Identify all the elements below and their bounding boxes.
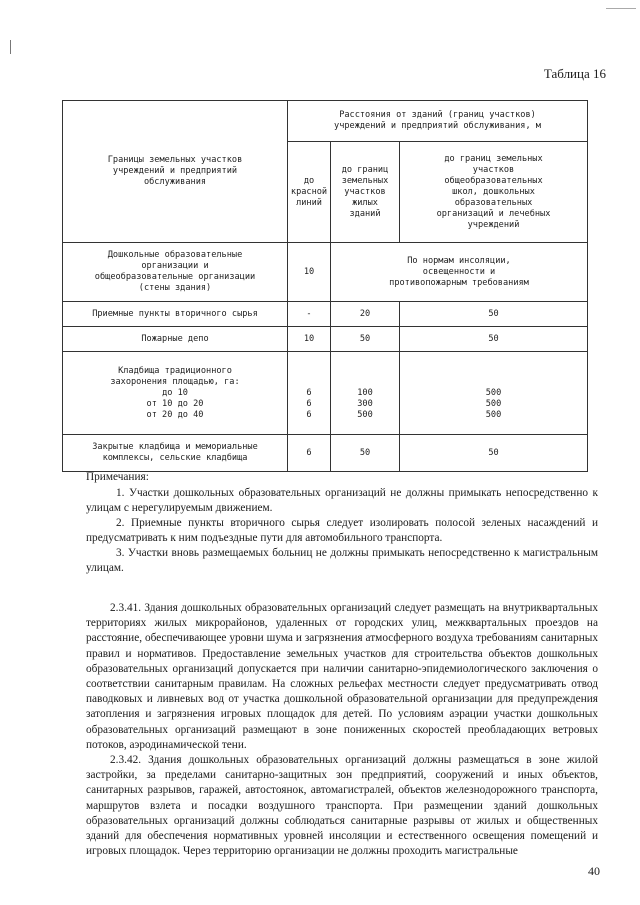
row-label: Дошкольные образовательные организации и общеобразовательные организации (стены здания)	[63, 243, 288, 302]
notes-section	[86, 470, 598, 576]
note-item: 3. Участки вновь размещаемых больниц не должны примыкать непосредственно к магистральным улицам.	[86, 547, 598, 574]
distance-table	[62, 100, 588, 472]
cell: 100 300 500	[331, 352, 400, 435]
cell: 50	[331, 435, 400, 472]
table-row	[63, 243, 588, 302]
cell: 500 500 500	[400, 352, 588, 435]
scan-mark	[606, 8, 636, 9]
paragraph: 2.3.41. Здания дошкольных образовательных организаций следует размещать на внутриквартальных территориях жилых микрорайонов, удаленных от городских улиц, межквартальных проездов на расстояние, обеспечивающее уровни шума и загрязнения атмосферного воздуха требованиям санитарных правил и нормативов. Предоставление земельных участков для строительства объектов дошкольных образовательных организаций допускается при наличии санитарно-эпидемиологического заключения о соответствии санитарным правилам. На сложных рельефах местности следует предусматривать отвод паводковых и ливневых вод от участка дошкольной образовательной организации для предупреждения затопления и загрязнения игровых площадок для детей. По условиям аэрации участки дошкольных образовательных организаций размещают в зоне пониженных скоростей преобладающих ветровых потоков, аэродинамической тени.	[86, 602, 598, 751]
paragraph: 2.3.42. Здания дошкольных образовательных организаций должны размещаться в зоне жилой застройки, за пределами санитарно-защитных зон предприятий, сооружений и иных объектов, санитарных разрывов, гаражей, автостоянок, автомагистралей, объектов железнодорожного транспорта, маршрутов взлета и посадки воздушного транспорта. При размещении зданий дошкольных образовательных организаций должны соблюдаться санитарные разрывы от жилых и общественных зданий для обеспечения нормативных уровней инсоляции и естественного освещения помещений и игровых площадок. Через территорию организации не должны проходить магистральные	[86, 754, 598, 858]
note-item: 1. Участки дошкольных образовательных организаций не должны примыкать непосредственно к улицам с нерегулируемым движением.	[86, 487, 598, 514]
cell-merged: По нормам инсоляции, освещенности и противопожарным требованиям	[331, 243, 588, 302]
row-label: Закрытые кладбища и мемориальные комплексы, сельские кладбища	[63, 435, 288, 472]
cell: 10	[288, 243, 331, 302]
page-number: 40	[588, 864, 600, 878]
scan-mark	[10, 40, 11, 54]
body-text	[86, 601, 598, 859]
header-left: Границы земельных участков учреждений и предприятий обслуживания	[63, 101, 288, 243]
table-row	[63, 352, 588, 435]
row-label: Пожарные депо	[63, 327, 288, 352]
header-col-2: до границ земельных участков жилых зданий	[331, 142, 400, 243]
table-row	[63, 327, 588, 352]
cell: 50	[400, 302, 588, 327]
row-label: Приемные пункты вторичного сырья	[63, 302, 288, 327]
table-row	[63, 435, 588, 472]
cell: 10	[288, 327, 331, 352]
header-group: Расстояния от зданий (границ участков) учреждений и предприятий обслуживания, м	[288, 101, 588, 142]
notes-heading: Примечания:	[86, 471, 149, 483]
header-col-3: до границ земельных участков общеобразовательных школ, дошкольных образовательных организаций и лечебных учреждений	[400, 142, 588, 243]
row-label: Кладбища традиционного захоронения площадью, га: до 10 от 10 до 20 от 20 до 40	[63, 352, 288, 435]
cell: 50	[331, 327, 400, 352]
table-caption: Таблица 16	[543, 66, 606, 81]
cell: 20	[331, 302, 400, 327]
cell: -	[288, 302, 331, 327]
cell: 6 6 6	[288, 352, 331, 435]
cell: 50	[400, 435, 588, 472]
cell: 50	[400, 327, 588, 352]
table-row	[63, 302, 588, 327]
note-item: 2. Приемные пункты вторичного сырья следует изолировать полосой зеленых насаждений и предусматривать к ним подъездные пути для автомобильного транспорта.	[86, 517, 598, 544]
header-col-1: до красной линий	[288, 142, 331, 243]
cell: 6	[288, 435, 331, 472]
